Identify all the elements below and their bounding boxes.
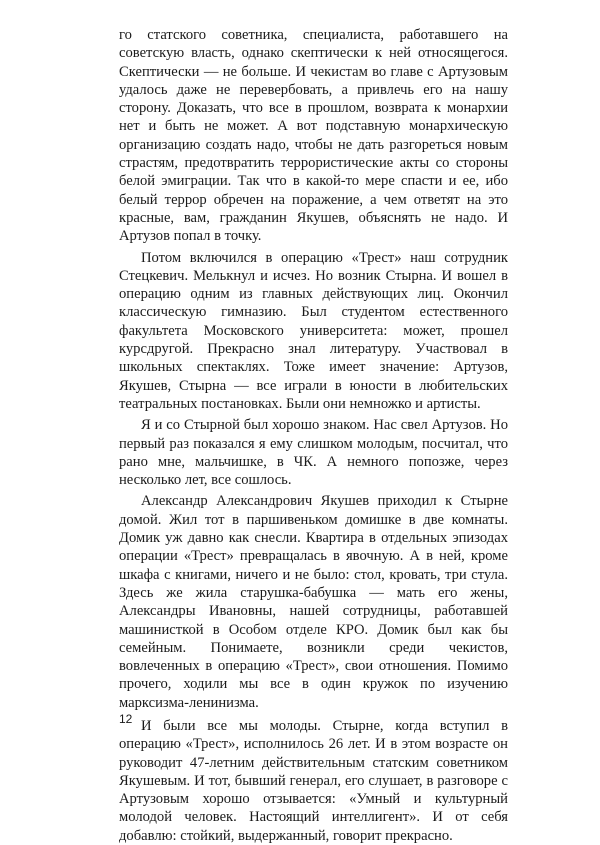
body-text <box>119 26 508 845</box>
paragraph-yakushev-visits: Александр Александрович Якушев приходил к Стырне домой. Жил тот в паршивеньком домишке в две комнаты. Домик уж давно как снесли. Квартира в отдельных эпизодах операции «Трест» превращалась в явочную. А в ней, кроме шкафа с книгами, ничего и не было: стол, кровать, три стула. Здесь же жила старушка-бабушка — мать его жены, Александры Ивановны, нашей сотрудницы, работавшей машинисткой в Особом отделе КРО. Домик был как бы семейным. Понимаете, возникли среди чекистов, вовлеченных в операцию «Трест», свои отношения. Помимо прочего, ходили мы все в один кружок по изучению марксизма-ленинизма. <box>119 493 508 711</box>
paragraph-trest-stetskevich: Потом включился в операцию «Трест» наш сотрудник Стецкевич. Мелькнул и исчез. Но возник Стырна. И вошел в операцию одним из главных действующих лиц. Окончил классическую гимназию. Был студентом естественного факультета Московского университета: может, прошел курсдругой. Прекрасно знал литературу. Участвовал в школьных спектаклях. Тоже имеет значение: Артузов, Якушев, Стырна — все играли в юности в любительских театральных постановках. Были они немножко и артисты. <box>119 249 508 412</box>
paragraph-all-young: И были все мы молоды. Стырне, когда вступил в операцию «Трест», исполнилось 26 лет. И в этом возрасте он руководит 47-летним действительным статским советником Якушевым. И тот, бывший генерал, его слушает, в разговоре с Артузовым хорошо отзывается: «Умный и культурный молодой человек. Настоящий интеллигент». И от себя добавлю: стойкий, выдержанный, говорит прекрасно. <box>119 717 508 844</box>
paragraph-continuation: го статского советника, специалиста, работавшего на советскую власть, однако скептически к ней относящегося. Скептически — не больше. И чекистам во главе с Артузовым удалось даже не перевербовать, а привлечь его на нашу сторону. Доказать, что все в прошлом, возврата к монархии нет и быть не может. А вот подставную монархическую организацию создать надо, чтобы не дать разгореться новым страстям, предотвратить террористические акты со стороны белой эмиграции. Так что в какой-то мере спасти и ее, ибо белый террор обречен на поражение, а чем ответят на это красные, вам, гражданин Якушев, объяснять не надо. И Артузов попал в точку. <box>119 27 508 245</box>
paragraph-styrna-acquaintance: Я и со Стырной был хорошо знаком. Нас свел Артузов. Но первый раз показался я ему слишком молодым, посчитал, что рано мне, мальчишке, в ЧК. А немного попозже, через несколько лет, все сошлось. <box>119 417 508 489</box>
page-number: 12 <box>119 712 133 726</box>
